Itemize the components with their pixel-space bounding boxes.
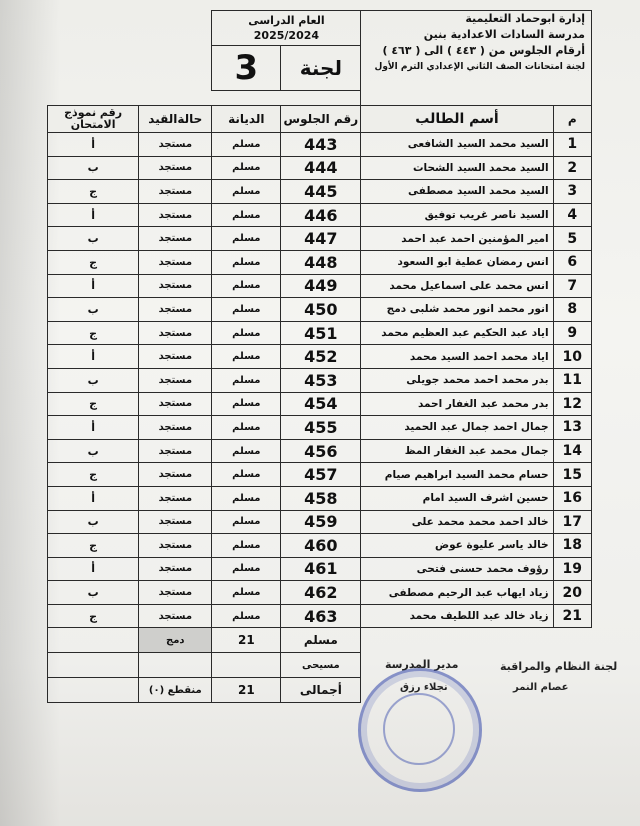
student-name: اياد عبد الحكيم عبد العظيم محمد <box>361 321 553 345</box>
religion: مسلم <box>212 416 281 440</box>
exam-model: ج <box>48 604 139 628</box>
student-number: 16 <box>553 486 591 510</box>
student-name: السيد محمد السيد مصطفى <box>361 180 553 204</box>
committee-label: لجنة <box>281 46 361 91</box>
student-number: 9 <box>553 321 591 345</box>
exam-model: أ <box>48 486 139 510</box>
student-row <box>48 486 592 510</box>
student-row <box>48 133 592 157</box>
student-name: خالد ياسر عليوة عوض <box>361 534 553 558</box>
enrollment-status: مستجد <box>139 133 212 157</box>
student-row <box>48 534 592 558</box>
student-name: انس محمد على اسماعيل محمد <box>361 274 553 298</box>
seat-number: 456 <box>281 439 361 463</box>
col-seat: رقم الجلوس <box>281 106 361 133</box>
enrollment-status: مستجد <box>139 392 212 416</box>
enrollment-status: مستجد <box>139 250 212 274</box>
christian-label: مسيحى <box>281 653 361 678</box>
enrollment-status: مستجد <box>139 581 212 605</box>
enrollment-status: مستجد <box>139 534 212 558</box>
student-number: 3 <box>553 180 591 204</box>
enrollment-status: مستجد <box>139 510 212 534</box>
exam-model: ب <box>48 510 139 534</box>
exam-model: ج <box>48 180 139 204</box>
exam-model: أ <box>48 557 139 581</box>
exam-model: ج <box>48 463 139 487</box>
admin-name: إدارة ابوحماد التعليمية <box>465 12 585 25</box>
student-name: حسام محمد السيد ابراهيم صيام <box>361 463 553 487</box>
religion: مسلم <box>212 557 281 581</box>
student-number: 2 <box>553 156 591 180</box>
summary-empty-3 <box>48 653 139 678</box>
religion: مسلم <box>212 156 281 180</box>
student-number: 11 <box>553 368 591 392</box>
student-number: 15 <box>553 463 591 487</box>
exam-model: ج <box>48 250 139 274</box>
seat-number: 446 <box>281 203 361 227</box>
student-number: 12 <box>553 392 591 416</box>
exam-model: ب <box>48 298 139 322</box>
stamp-inner-ring <box>383 693 455 765</box>
merged-label: دمج <box>139 628 212 653</box>
muslim-count: 21 <box>212 628 281 653</box>
seat-range: أرقام الجلوس من ( ٤٤٣ ) الى ( ٤٦٣ ) <box>382 44 585 57</box>
religion: مسلم <box>212 203 281 227</box>
dropout-label: منقطع (٠) <box>139 678 212 703</box>
seat-number: 450 <box>281 298 361 322</box>
seat-number: 463 <box>281 604 361 628</box>
total-count: 21 <box>212 678 281 703</box>
summary-row-1 <box>48 628 592 653</box>
committee-number: 3 <box>212 46 281 91</box>
religion: مسلم <box>212 274 281 298</box>
enrollment-status: مستجد <box>139 274 212 298</box>
seat-number: 460 <box>281 534 361 558</box>
seat-number: 453 <box>281 368 361 392</box>
year-label: العام الدراسى <box>248 14 325 27</box>
student-number: 19 <box>553 557 591 581</box>
student-name: جمال احمد جمال عبد الحميد <box>361 416 553 440</box>
director-title: مدير المدرسة <box>385 658 459 671</box>
exam-model: ب <box>48 227 139 251</box>
student-number: 18 <box>553 534 591 558</box>
student-name: اياد محمد احمد السيد محمد <box>361 345 553 369</box>
seat-number: 443 <box>281 133 361 157</box>
enrollment-status: مستجد <box>139 345 212 369</box>
committee-table <box>47 10 592 703</box>
student-name: بدر محمد احمد محمد جويلى <box>361 368 553 392</box>
exam-model: أ <box>48 274 139 298</box>
enrollment-status: مستجد <box>139 321 212 345</box>
student-number: 10 <box>553 345 591 369</box>
religion: مسلم <box>212 463 281 487</box>
blank-corner <box>48 11 212 91</box>
student-row <box>48 557 592 581</box>
student-number: 14 <box>553 439 591 463</box>
year-value: 2025/2024 <box>253 29 320 42</box>
exam-model: ج <box>48 392 139 416</box>
seat-number: 449 <box>281 274 361 298</box>
director-name: نجلاء رزق <box>400 682 448 693</box>
religion: مسلم <box>212 227 281 251</box>
student-name: زياد ايهاب عبد الرحيم مصطفى <box>361 581 553 605</box>
muslim-label: مسلم <box>281 628 361 653</box>
student-name: انس رمضان عطية ابو السعود <box>361 250 553 274</box>
exam-model: أ <box>48 133 139 157</box>
enrollment-status: مستجد <box>139 463 212 487</box>
committee-signature-title: لجنة النظام والمراقبة <box>500 660 618 673</box>
student-number: 4 <box>553 203 591 227</box>
exam-title: لجنة امتحانات الصف الثاني الإعدادي الترم الأول <box>374 62 585 72</box>
enrollment-status: مستجد <box>139 156 212 180</box>
student-name: انور محمد انور محمد شلبى دمج <box>361 298 553 322</box>
seat-number: 448 <box>281 250 361 274</box>
enrollment-status: مستجد <box>139 416 212 440</box>
year-cell <box>212 11 361 46</box>
student-name: جمال محمد عبد الغفار المظ <box>361 439 553 463</box>
col-name: أسم الطالب <box>361 106 553 133</box>
school-info <box>361 11 592 106</box>
religion: مسلم <box>212 180 281 204</box>
seat-number: 457 <box>281 463 361 487</box>
student-row <box>48 298 592 322</box>
student-row <box>48 180 592 204</box>
exam-model: أ <box>48 203 139 227</box>
religion: مسلم <box>212 250 281 274</box>
exam-model: ب <box>48 581 139 605</box>
seat-number: 454 <box>281 392 361 416</box>
summary-empty-2 <box>139 653 212 678</box>
religion: مسلم <box>212 534 281 558</box>
religion: مسلم <box>212 439 281 463</box>
student-row <box>48 604 592 628</box>
student-number: 17 <box>553 510 591 534</box>
student-row <box>48 439 592 463</box>
student-row <box>48 321 592 345</box>
student-name: السيد محمد السيد الشحات <box>361 156 553 180</box>
enrollment-status: مستجد <box>139 486 212 510</box>
exam-model: ج <box>48 321 139 345</box>
student-row <box>48 581 592 605</box>
enrollment-status: مستجد <box>139 439 212 463</box>
seat-number: 452 <box>281 345 361 369</box>
student-number: 5 <box>553 227 591 251</box>
seat-number: 451 <box>281 321 361 345</box>
col-model: رقم نموذج الامتحان <box>48 106 139 133</box>
student-name: حسين اشرف السيد امام <box>361 486 553 510</box>
student-number: 21 <box>553 604 591 628</box>
student-name: السيد ناصر غريب توفيق <box>361 203 553 227</box>
enrollment-status: مستجد <box>139 298 212 322</box>
seat-number: 445 <box>281 180 361 204</box>
exam-model: أ <box>48 416 139 440</box>
enrollment-status: مستجد <box>139 203 212 227</box>
religion: مسلم <box>212 604 281 628</box>
exam-model: ب <box>48 156 139 180</box>
seat-number: 461 <box>281 557 361 581</box>
exam-model: ج <box>48 534 139 558</box>
religion: مسلم <box>212 345 281 369</box>
exam-model: أ <box>48 345 139 369</box>
religion: مسلم <box>212 298 281 322</box>
summary-empty-1 <box>48 628 139 653</box>
religion: مسلم <box>212 392 281 416</box>
student-row <box>48 250 592 274</box>
col-religion: الديانة <box>212 106 281 133</box>
enrollment-status: مستجد <box>139 557 212 581</box>
total-label: أجمالى <box>281 678 361 703</box>
seat-number: 447 <box>281 227 361 251</box>
exam-model: ب <box>48 439 139 463</box>
student-number: 6 <box>553 250 591 274</box>
column-headers <box>48 106 592 133</box>
religion: مسلم <box>212 321 281 345</box>
student-row <box>48 156 592 180</box>
religion: مسلم <box>212 133 281 157</box>
enrollment-status: مستجد <box>139 180 212 204</box>
student-name: السيد محمد السيد الشافعى <box>361 133 553 157</box>
summary-empty-4 <box>48 678 139 703</box>
religion: مسلم <box>212 368 281 392</box>
student-row <box>48 510 592 534</box>
col-num: م <box>553 106 591 133</box>
student-row <box>48 203 592 227</box>
enrollment-status: مستجد <box>139 368 212 392</box>
student-row <box>48 227 592 251</box>
school-name: مدرسة السادات الاعدادية بنين <box>423 28 585 41</box>
seat-number: 444 <box>281 156 361 180</box>
enrollment-status: مستجد <box>139 227 212 251</box>
student-row <box>48 368 592 392</box>
committee-signature-name: عصام النمر <box>513 682 569 693</box>
spacer <box>48 91 361 106</box>
student-number: 20 <box>553 581 591 605</box>
christian-count <box>212 653 281 678</box>
student-row <box>48 274 592 298</box>
student-name: امير المؤمنين احمد عبد احمد <box>361 227 553 251</box>
student-name: بدر محمد عبد الغفار احمد <box>361 392 553 416</box>
student-name: رؤوف محمد حسنى فتحى <box>361 557 553 581</box>
seat-number: 462 <box>281 581 361 605</box>
enrollment-status: مستجد <box>139 604 212 628</box>
school-stamp <box>358 668 482 792</box>
student-row <box>48 416 592 440</box>
student-name: زياد خالد عبد اللطيف محمد <box>361 604 553 628</box>
student-number: 8 <box>553 298 591 322</box>
seat-number: 458 <box>281 486 361 510</box>
religion: مسلم <box>212 581 281 605</box>
student-name: خالد احمد محمد محمد على <box>361 510 553 534</box>
religion: مسلم <box>212 486 281 510</box>
col-status: حالةالقيد <box>139 106 212 133</box>
student-row <box>48 392 592 416</box>
student-row <box>48 345 592 369</box>
student-row <box>48 463 592 487</box>
student-number: 7 <box>553 274 591 298</box>
student-number: 1 <box>553 133 591 157</box>
seat-number: 455 <box>281 416 361 440</box>
student-number: 13 <box>553 416 591 440</box>
exam-model: ب <box>48 368 139 392</box>
religion: مسلم <box>212 510 281 534</box>
seat-number: 459 <box>281 510 361 534</box>
